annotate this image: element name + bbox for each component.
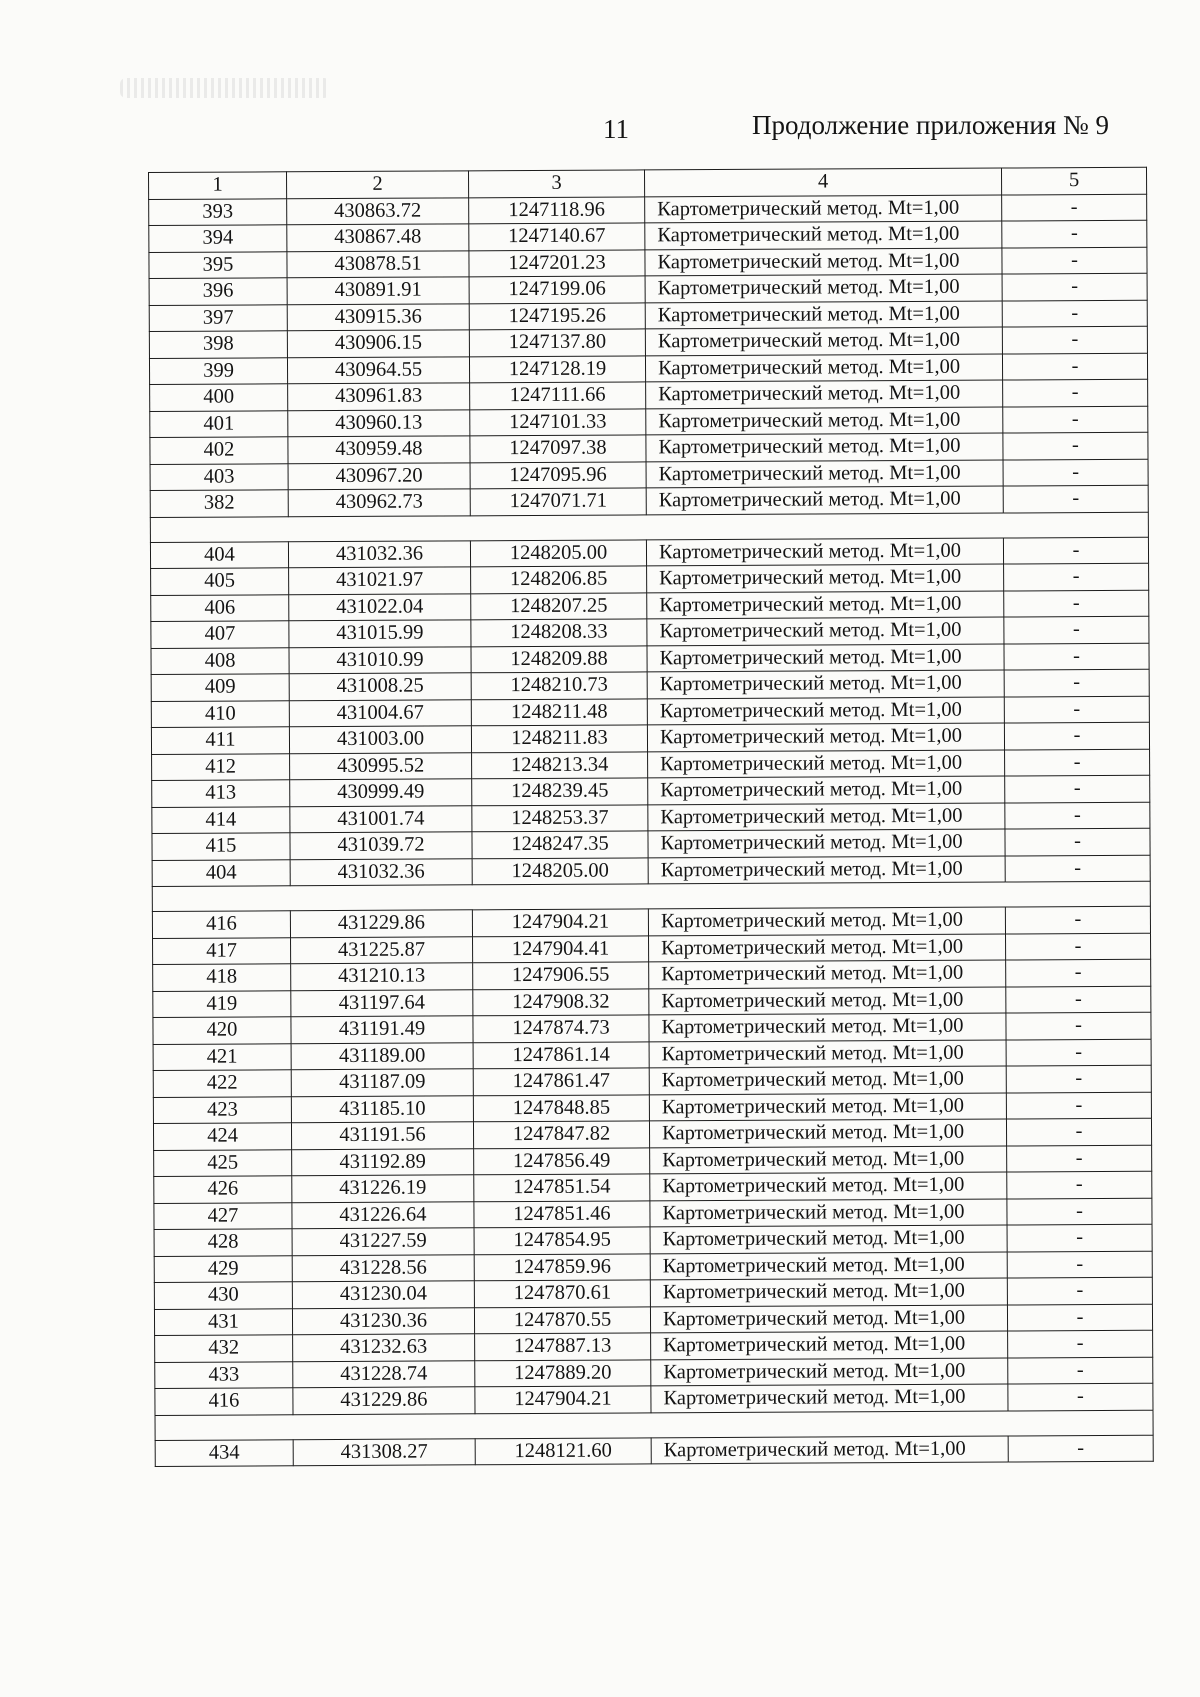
- point-number-cell: 420: [153, 1017, 291, 1044]
- point-number-cell: 407: [151, 621, 289, 648]
- method-cell: Картометрический метод. Mt=1,00: [651, 1358, 1008, 1386]
- x-coordinate-cell: 431226.19: [292, 1175, 474, 1202]
- point-number-cell: 433: [155, 1361, 293, 1388]
- point-number-cell: 422: [153, 1070, 291, 1097]
- y-coordinate-cell: 1247861.14: [473, 1041, 649, 1068]
- y-coordinate-cell: 1248211.48: [471, 698, 647, 725]
- x-coordinate-cell: 431032.36: [288, 540, 470, 567]
- method-cell: Картометрический метод. Mt=1,00: [649, 1040, 1006, 1068]
- y-coordinate-cell: 1247874.73: [473, 1015, 649, 1042]
- x-coordinate-cell: 430967.20: [288, 462, 470, 489]
- note-cell: -: [1006, 1118, 1151, 1145]
- x-coordinate-cell: 430878.51: [287, 250, 469, 277]
- method-cell: Картометрический метод. Mt=1,00: [647, 617, 1004, 645]
- method-cell: Картометрический метод. Mt=1,00: [649, 1093, 1006, 1121]
- method-cell: Картометрический метод. Mt=1,00: [649, 1119, 1006, 1147]
- point-number-cell: 399: [149, 357, 287, 384]
- table-body: [149, 194, 1154, 1467]
- y-coordinate-cell: 1247887.13: [475, 1333, 651, 1360]
- x-coordinate-cell: 431308.27: [293, 1438, 475, 1465]
- method-cell: Картометрический метод. Mt=1,00: [646, 380, 1003, 408]
- method-cell: Картометрический метод. Mt=1,00: [648, 750, 1005, 778]
- point-number-cell: 425: [154, 1149, 292, 1176]
- point-number-cell: 426: [154, 1176, 292, 1203]
- note-cell: -: [1002, 326, 1147, 353]
- column-header: 1: [149, 172, 287, 199]
- y-coordinate-cell: 1248213.34: [472, 751, 648, 778]
- y-coordinate-cell: 1248247.35: [472, 831, 648, 858]
- method-cell: Картометрический метод. Mt=1,00: [648, 856, 1005, 884]
- x-coordinate-cell: 431004.67: [289, 699, 471, 726]
- point-number-cell: 394: [149, 225, 287, 252]
- point-number-cell: 418: [153, 964, 291, 991]
- method-cell: Картометрический метод. Mt=1,00: [647, 670, 1004, 698]
- point-number-cell: 427: [154, 1202, 292, 1229]
- point-number-cell: 397: [149, 304, 287, 331]
- method-cell: Картометрический метод. Mt=1,00: [649, 1013, 1006, 1041]
- x-coordinate-cell: 431039.72: [290, 832, 472, 859]
- method-cell: Картометрический метод. Mt=1,00: [645, 327, 1002, 355]
- method-cell: Картометрический метод. Mt=1,00: [645, 274, 1002, 302]
- note-cell: -: [1002, 194, 1147, 221]
- point-number-cell: 382: [150, 490, 288, 517]
- x-coordinate-cell: 431032.36: [290, 858, 472, 885]
- point-number-cell: 416: [155, 1388, 293, 1415]
- note-cell: -: [1002, 353, 1147, 380]
- note-cell: -: [1007, 1304, 1152, 1331]
- x-coordinate-cell: 431229.86: [293, 1387, 475, 1414]
- note-cell: -: [1003, 485, 1148, 512]
- x-coordinate-cell: 431189.00: [291, 1042, 473, 1069]
- y-coordinate-cell: 1247854.95: [474, 1227, 650, 1254]
- x-coordinate-cell: 431225.87: [291, 936, 473, 963]
- y-coordinate-cell: 1248205.00: [472, 857, 648, 884]
- note-cell: -: [1002, 220, 1147, 247]
- note-cell: -: [1003, 432, 1148, 459]
- y-coordinate-cell: 1247095.96: [470, 461, 646, 488]
- y-coordinate-cell: 1247111.66: [470, 382, 646, 409]
- point-number-cell: 434: [155, 1439, 293, 1466]
- x-coordinate-cell: 431230.36: [292, 1307, 474, 1334]
- point-number-cell: 424: [153, 1123, 291, 1150]
- point-number-cell: 414: [152, 806, 290, 833]
- y-coordinate-cell: 1248207.25: [471, 592, 647, 619]
- x-coordinate-cell: 431229.86: [290, 910, 472, 937]
- x-coordinate-cell: 431015.99: [289, 620, 471, 647]
- column-header: 3: [468, 170, 644, 197]
- x-coordinate-cell: 430962.73: [288, 489, 470, 516]
- note-cell: -: [1008, 1383, 1153, 1410]
- method-cell: Картометрический метод. Mt=1,00: [650, 1252, 1007, 1280]
- point-number-cell: 423: [153, 1096, 291, 1123]
- method-cell: Картометрический метод. Mt=1,00: [646, 486, 1003, 514]
- method-cell: Картометрический метод. Mt=1,00: [646, 407, 1003, 435]
- x-coordinate-cell: 431226.64: [292, 1201, 474, 1228]
- note-cell: -: [1003, 406, 1148, 433]
- y-coordinate-cell: 1247851.46: [474, 1200, 650, 1227]
- method-cell: Картометрический метод. Mt=1,00: [651, 1331, 1008, 1359]
- method-cell: Картометрический метод. Mt=1,00: [650, 1278, 1007, 1306]
- note-cell: -: [1002, 300, 1147, 327]
- method-cell: Картометрический метод. Mt=1,00: [651, 1384, 1008, 1412]
- point-number-cell: 429: [154, 1255, 292, 1282]
- y-coordinate-cell: 1247904.21: [472, 909, 648, 936]
- method-cell: Картометрический метод. Mt=1,00: [645, 354, 1002, 382]
- x-coordinate-cell: 430999.49: [290, 779, 472, 806]
- point-number-cell: 409: [151, 674, 289, 701]
- x-coordinate-cell: 430906.15: [287, 330, 469, 357]
- point-number-cell: 396: [149, 278, 287, 305]
- x-coordinate-cell: 430867.48: [287, 224, 469, 251]
- point-number-cell: 404: [150, 541, 288, 568]
- note-cell: -: [1006, 1012, 1151, 1039]
- y-coordinate-cell: 1247140.67: [469, 223, 645, 250]
- note-cell: -: [1005, 906, 1150, 933]
- y-coordinate-cell: 1248209.88: [471, 645, 647, 672]
- method-cell: Картометрический метод. Mt=1,00: [650, 1146, 1007, 1174]
- note-cell: -: [1006, 959, 1151, 986]
- y-coordinate-cell: 1247861.47: [473, 1068, 649, 1095]
- x-coordinate-cell: 431232.63: [293, 1334, 475, 1361]
- note-cell: -: [1005, 933, 1150, 960]
- method-cell: Картометрический метод. Mt=1,00: [647, 591, 1004, 619]
- method-cell: Картометрический метод. Mt=1,00: [647, 697, 1004, 725]
- method-cell: Картометрический метод. Mt=1,00: [646, 538, 1003, 566]
- x-coordinate-cell: 431197.64: [291, 989, 473, 1016]
- x-coordinate-cell: 431228.56: [292, 1254, 474, 1281]
- point-number-cell: 413: [152, 780, 290, 807]
- note-cell: -: [1005, 828, 1150, 855]
- y-coordinate-cell: 1247848.85: [473, 1094, 649, 1121]
- method-cell: Картометрический метод. Mt=1,00: [648, 907, 1005, 935]
- method-cell: Картометрический метод. Mt=1,00: [646, 460, 1003, 488]
- note-cell: -: [1004, 722, 1149, 749]
- x-coordinate-cell: 431210.13: [291, 963, 473, 990]
- method-cell: Картометрический метод. Mt=1,00: [645, 301, 1002, 329]
- note-cell: -: [1006, 1039, 1151, 1066]
- method-cell: Картометрический метод. Mt=1,00: [645, 248, 1002, 276]
- note-cell: -: [1005, 749, 1150, 776]
- y-coordinate-cell: 1247906.55: [473, 962, 649, 989]
- point-number-cell: 428: [154, 1229, 292, 1256]
- y-coordinate-cell: 1247908.32: [473, 988, 649, 1015]
- y-coordinate-cell: 1247118.96: [469, 196, 645, 223]
- y-coordinate-cell: 1247859.96: [474, 1253, 650, 1280]
- method-cell: Картометрический метод. Mt=1,00: [647, 723, 1004, 751]
- point-number-cell: 415: [152, 833, 290, 860]
- y-coordinate-cell: 1248208.33: [471, 619, 647, 646]
- page-number: 11: [603, 114, 629, 144]
- y-coordinate-cell: 1248239.45: [472, 778, 648, 805]
- y-coordinate-cell: 1248205.00: [470, 539, 646, 566]
- point-number-cell: 408: [151, 647, 289, 674]
- x-coordinate-cell: 430959.48: [288, 436, 470, 463]
- note-cell: -: [1006, 1065, 1151, 1092]
- y-coordinate-cell: 1247870.55: [474, 1306, 650, 1333]
- scan-smudge: [120, 78, 330, 98]
- x-coordinate-cell: 431185.10: [291, 1095, 473, 1122]
- note-cell: -: [1002, 247, 1147, 274]
- point-number-cell: 403: [150, 463, 288, 490]
- x-coordinate-cell: 431191.56: [291, 1122, 473, 1149]
- point-number-cell: 401: [150, 410, 288, 437]
- x-coordinate-cell: 431021.97: [289, 567, 471, 594]
- point-number-cell: 430: [154, 1282, 292, 1309]
- x-coordinate-cell: 430964.55: [287, 356, 469, 383]
- note-cell: -: [1006, 1092, 1151, 1119]
- method-cell: Картометрический метод. Mt=1,00: [648, 829, 1005, 857]
- method-cell: Картометрический метод. Mt=1,00: [646, 433, 1003, 461]
- method-cell: Картометрический метод. Mt=1,00: [650, 1172, 1007, 1200]
- point-number-cell: 400: [150, 384, 288, 411]
- point-number-cell: 404: [152, 859, 290, 886]
- y-coordinate-cell: 1247071.71: [470, 488, 646, 515]
- method-cell: Картометрический метод. Mt=1,00: [649, 934, 1006, 962]
- note-cell: -: [1007, 1224, 1152, 1251]
- point-number-cell: 402: [150, 437, 288, 464]
- y-coordinate-cell: 1247889.20: [475, 1359, 651, 1386]
- point-number-cell: 421: [153, 1043, 291, 1070]
- x-coordinate-cell: 430961.83: [288, 383, 470, 410]
- note-cell: -: [1005, 855, 1150, 882]
- point-number-cell: 432: [155, 1335, 293, 1362]
- point-number-cell: 405: [151, 568, 289, 595]
- x-coordinate-cell: 431022.04: [289, 593, 471, 620]
- x-coordinate-cell: 431001.74: [290, 805, 472, 832]
- x-coordinate-cell: 430891.91: [287, 277, 469, 304]
- note-cell: -: [1007, 1277, 1152, 1304]
- note-cell: -: [1008, 1435, 1153, 1462]
- x-coordinate-cell: 431227.59: [292, 1228, 474, 1255]
- x-coordinate-cell: 431008.25: [289, 673, 471, 700]
- note-cell: -: [1004, 643, 1149, 670]
- y-coordinate-cell: 1247904.21: [475, 1386, 651, 1413]
- x-coordinate-cell: 431187.09: [291, 1069, 473, 1096]
- x-coordinate-cell: 430863.72: [287, 197, 469, 224]
- note-cell: -: [1004, 669, 1149, 696]
- y-coordinate-cell: 1247101.33: [470, 408, 646, 435]
- note-cell: -: [1004, 563, 1149, 590]
- note-cell: -: [1007, 1251, 1152, 1278]
- y-coordinate-cell: 1247128.19: [469, 355, 645, 382]
- y-coordinate-cell: 1248253.37: [472, 804, 648, 831]
- y-coordinate-cell: 1247851.54: [474, 1174, 650, 1201]
- note-cell: -: [1007, 1198, 1152, 1225]
- column-header: 4: [644, 168, 1001, 196]
- method-cell: Картометрический метод. Mt=1,00: [650, 1199, 1007, 1227]
- x-coordinate-cell: 431230.04: [292, 1281, 474, 1308]
- y-coordinate-cell: 1248211.83: [471, 725, 647, 752]
- point-number-cell: 419: [153, 990, 291, 1017]
- x-coordinate-cell: 431010.99: [289, 646, 471, 673]
- y-coordinate-cell: 1247195.26: [469, 302, 645, 329]
- note-cell: -: [1007, 1171, 1152, 1198]
- y-coordinate-cell: 1248206.85: [471, 566, 647, 593]
- point-number-cell: 406: [151, 594, 289, 621]
- point-number-cell: 431: [154, 1308, 292, 1335]
- y-coordinate-cell: 1247097.38: [470, 435, 646, 462]
- point-number-cell: 412: [152, 753, 290, 780]
- method-cell: Картометрический метод. Mt=1,00: [650, 1305, 1007, 1333]
- y-coordinate-cell: 1248121.60: [475, 1437, 651, 1464]
- note-cell: -: [1002, 273, 1147, 300]
- note-cell: -: [1005, 775, 1150, 802]
- point-number-cell: 393: [149, 198, 287, 225]
- note-cell: -: [1008, 1330, 1153, 1357]
- coordinates-table: [148, 167, 1154, 1467]
- x-coordinate-cell: 431003.00: [289, 726, 471, 753]
- method-cell: Картометрический метод. Mt=1,00: [651, 1436, 1008, 1464]
- note-cell: -: [1006, 986, 1151, 1013]
- point-number-cell: 395: [149, 251, 287, 278]
- y-coordinate-cell: 1247856.49: [474, 1147, 650, 1174]
- note-cell: -: [1007, 1145, 1152, 1172]
- method-cell: Картометрический метод. Mt=1,00: [650, 1225, 1007, 1253]
- note-cell: -: [1004, 616, 1149, 643]
- point-number-cell: 417: [153, 937, 291, 964]
- y-coordinate-cell: 1248210.73: [471, 672, 647, 699]
- method-cell: Картометрический метод. Mt=1,00: [649, 1066, 1006, 1094]
- y-coordinate-cell: 1247201.23: [469, 249, 645, 276]
- note-cell: -: [1008, 1357, 1153, 1384]
- note-cell: -: [1005, 802, 1150, 829]
- note-cell: -: [1003, 379, 1148, 406]
- note-cell: -: [1004, 590, 1149, 617]
- appendix-continuation-title: Продолжение приложения № 9: [752, 110, 1110, 140]
- x-coordinate-cell: 430915.36: [287, 303, 469, 330]
- method-cell: Картометрический метод. Mt=1,00: [648, 803, 1005, 831]
- method-cell: Картометрический метод. Mt=1,00: [648, 776, 1005, 804]
- method-cell: Картометрический метод. Mt=1,00: [645, 221, 1002, 249]
- x-coordinate-cell: 431191.49: [291, 1016, 473, 1043]
- y-coordinate-cell: 1247199.06: [469, 276, 645, 303]
- point-number-cell: 410: [151, 700, 289, 727]
- method-cell: Картометрический метод. Mt=1,00: [647, 644, 1004, 672]
- point-number-cell: 416: [152, 911, 290, 938]
- note-cell: -: [1003, 459, 1148, 486]
- x-coordinate-cell: 431192.89: [292, 1148, 474, 1175]
- point-number-cell: 398: [149, 331, 287, 358]
- x-coordinate-cell: 431228.74: [293, 1360, 475, 1387]
- point-number-cell: 411: [151, 727, 289, 754]
- column-header: 5: [1001, 167, 1146, 194]
- note-cell: -: [1003, 537, 1148, 564]
- method-cell: Картометрический метод. Mt=1,00: [645, 195, 1002, 223]
- x-coordinate-cell: 430995.52: [290, 752, 472, 779]
- y-coordinate-cell: 1247137.80: [469, 329, 645, 356]
- method-cell: Картометрический метод. Mt=1,00: [647, 564, 1004, 592]
- method-cell: Картометрический метод. Mt=1,00: [649, 960, 1006, 988]
- y-coordinate-cell: 1247870.61: [474, 1280, 650, 1307]
- table-row: [155, 1435, 1153, 1467]
- method-cell: Картометрический метод. Mt=1,00: [649, 987, 1006, 1015]
- column-header: 2: [287, 171, 469, 198]
- y-coordinate-cell: 1247904.41: [473, 935, 649, 962]
- note-cell: -: [1004, 696, 1149, 723]
- y-coordinate-cell: 1247847.82: [473, 1121, 649, 1148]
- x-coordinate-cell: 430960.13: [288, 409, 470, 436]
